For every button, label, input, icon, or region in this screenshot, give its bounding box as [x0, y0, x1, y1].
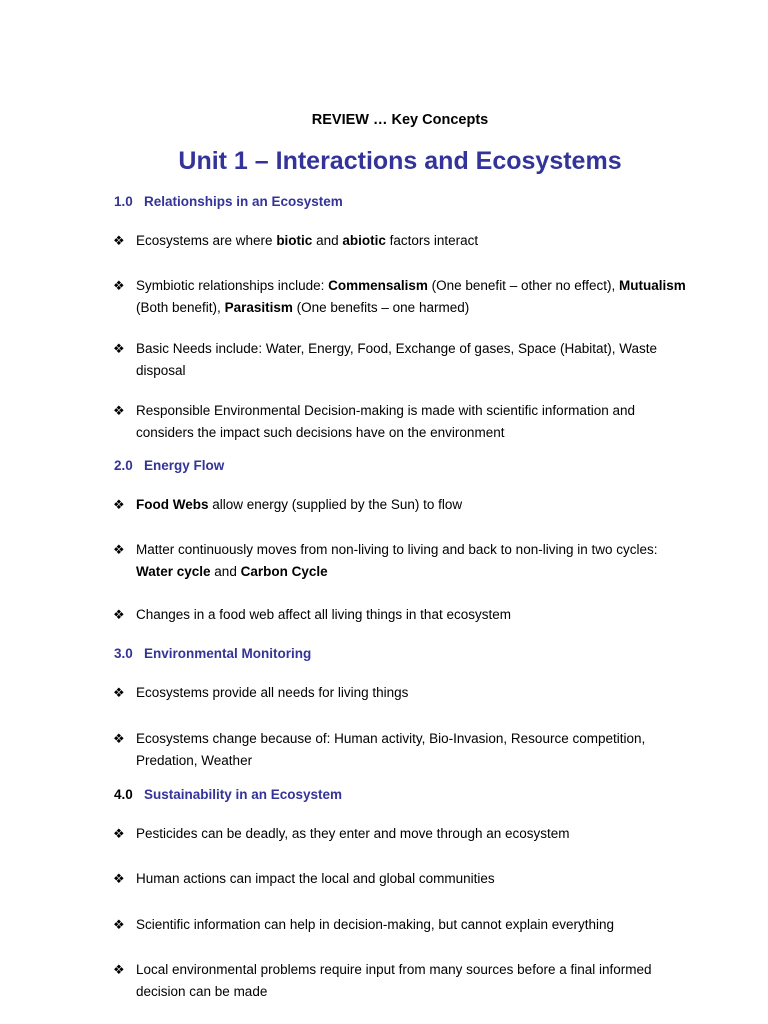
bold-term: biotic [276, 233, 313, 248]
bullet-text [136, 959, 691, 1002]
section-number: 3.0 [114, 646, 133, 661]
bullet-text [136, 338, 691, 381]
bullet-diamond-icon: ❖ [113, 278, 125, 293]
text-run: and [312, 233, 343, 248]
bullet-diamond-icon: ❖ [113, 403, 125, 418]
bullet-text [136, 230, 691, 252]
text-run: Local environmental problems require input from many sources before a final informed decision can be made [136, 962, 652, 999]
section-title: Sustainability in an Ecosystem [144, 787, 343, 802]
text-run: Matter continuously moves from non-living to living and back to non-living in two cycles: [136, 542, 658, 557]
text-run: factors interact [385, 233, 479, 248]
section-title: Environmental Monitoring [144, 646, 312, 661]
bullet-text [136, 275, 691, 318]
bullet-diamond-icon: ❖ [113, 962, 125, 977]
bullet-diamond-icon: ❖ [113, 685, 125, 700]
text-run: Human actions can impact the local and global communities [136, 871, 495, 886]
bullet-diamond-icon: ❖ [113, 607, 125, 622]
bullet-text [136, 823, 691, 845]
section-heading [114, 786, 342, 803]
text-run: Basic Needs include: Water, Energy, Food, Exchange of gases, Space (Habitat), Waste disposal [136, 341, 658, 378]
text-run: Pesticides can be deadly, as they enter and move through an ecosystem [136, 826, 570, 841]
text-run: Scientific information can help in decision-making, but cannot explain everything [136, 917, 615, 932]
bullet-text [136, 914, 691, 936]
page-title: Unit 1 – Interactions and Ecosystems [178, 147, 622, 175]
bold-term: Mutualism [619, 278, 686, 293]
section-number: 1.0 [114, 194, 133, 209]
bullet-diamond-icon: ❖ [113, 341, 125, 356]
bold-term: Food Webs [136, 497, 209, 512]
text-run: (One benefit – other no effect), [427, 278, 620, 293]
section-heading [114, 457, 224, 474]
text-run: Ecosystems change because of: Human activity, Bio-Invasion, Resource competition, Predation, Weather [136, 731, 646, 768]
bullet-diamond-icon: ❖ [113, 233, 125, 248]
bold-term: Water cycle [136, 563, 211, 579]
section-heading [114, 193, 343, 210]
text-run: and [210, 563, 241, 579]
section-title: Relationships in an Ecosystem [144, 194, 343, 209]
bullet-text [136, 400, 691, 443]
review-heading: REVIEW … Key Concepts [311, 112, 489, 128]
text-run: Symbiotic relationships include: [136, 278, 329, 293]
text-run: Changes in a food web affect all living things in that ecosystem [136, 607, 511, 622]
text-run: Ecosystems provide all needs for living things [136, 685, 409, 700]
bullet-diamond-icon: ❖ [113, 826, 125, 841]
section-title: Energy Flow [144, 458, 225, 473]
bullet-diamond-icon: ❖ [113, 871, 125, 886]
bold-term: Commensalism [328, 278, 428, 293]
bullet-text [136, 494, 691, 516]
text-run: (One benefits – one harmed) [292, 299, 470, 315]
section-heading [114, 645, 311, 662]
bold-term: Parasitism [224, 299, 293, 315]
text-run: Ecosystems are where [136, 233, 277, 248]
bullet-diamond-icon: ❖ [113, 917, 125, 932]
bullet-text [136, 682, 691, 704]
bullet-text [136, 728, 691, 771]
text-run: Responsible Environmental Decision-making is made with scientific information and considers the impact such decisions have on the environment [136, 403, 635, 440]
bullet-diamond-icon: ❖ [113, 497, 125, 512]
section-number: 2.0 [114, 458, 133, 473]
bullet-diamond-icon: ❖ [113, 542, 125, 557]
bold-term: Carbon Cycle [240, 563, 328, 579]
bullet-text [136, 539, 691, 582]
bullet-diamond-icon: ❖ [113, 731, 125, 746]
text-run: allow energy (supplied by the Sun) to flow [208, 497, 463, 512]
text-run: (Both benefit), [136, 299, 225, 315]
bullet-text [136, 604, 691, 626]
section-number: 4.0 [114, 787, 133, 802]
bullet-text [136, 868, 691, 890]
bold-term: abiotic [342, 233, 386, 248]
